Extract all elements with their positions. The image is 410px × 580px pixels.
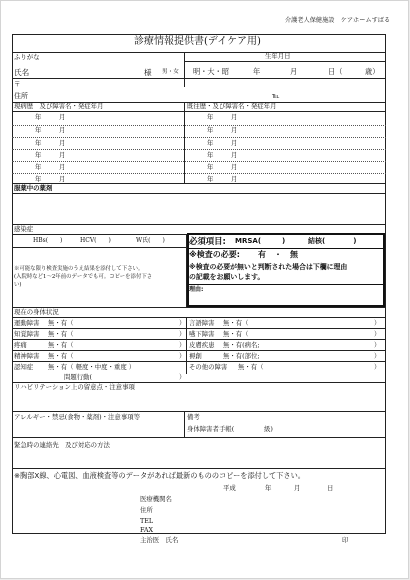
rehab-header: リハビリテーション上の留意点・注意事項 (14, 383, 135, 391)
furigana-label: ふりがな (14, 53, 40, 61)
motor-disorder-close: ） (179, 319, 186, 327)
past-history-year: 年 (207, 113, 214, 121)
reason-label: 理由: (189, 286, 204, 293)
birth-day-unit: 日（ (328, 67, 343, 76)
past-history-year: 年 (207, 151, 214, 159)
mrsa-test: MRSA( ) (235, 237, 286, 245)
pressure-ulcer-close: ） (374, 352, 381, 360)
disability-grade: 級) (264, 425, 273, 433)
current-history-year: 年 (35, 151, 42, 159)
past-history-header: 既往歴・及び障害名・発症年月 (187, 102, 277, 110)
pressure-ulcer-value: 無・有(部位; (223, 352, 260, 360)
past-history-year: 年 (207, 163, 214, 171)
speech-disorder-value: 無・有（ (223, 319, 249, 327)
pressure-ulcer-label: 褥創 (189, 352, 202, 360)
other-disorder-label: その他の障害 (189, 363, 228, 371)
past-history-month: 月 (231, 175, 238, 183)
past-history-year: 年 (207, 139, 214, 147)
form-sheet (1, 1, 408, 578)
current-history-header: 現病歴 及び障害名・発症年月 (14, 102, 104, 110)
past-history-year: 年 (207, 175, 214, 183)
exam-reason-note-line2: の記載をお願いします。 (189, 273, 265, 281)
problem-behavior-close: ） (179, 373, 186, 381)
current-history-year: 年 (35, 126, 42, 134)
exam-need-options: 有 ・ 無 (258, 250, 298, 259)
emergency-header: 緊急時の連絡先 及び対応の方法 (14, 441, 110, 449)
swallowing-disorder-label: 嚥下障害 (189, 330, 215, 338)
status-header: 現在の身体状況 (14, 308, 59, 316)
current-history-month: 月 (59, 163, 66, 171)
current-history-month: 月 (59, 126, 66, 134)
past-history-month: 月 (231, 163, 238, 171)
birthdate-label: 生年月日 (265, 52, 291, 60)
current-history-year: 年 (35, 163, 42, 171)
mental-disorder-value: 無・有（ (48, 352, 74, 360)
mental-disorder-close: ） (179, 352, 186, 360)
motor-disorder-label: 運動障害 (14, 319, 40, 327)
past-history-month: 月 (231, 113, 238, 121)
past-history-month: 月 (231, 126, 238, 134)
medications-header: 服薬中の薬剤 (14, 184, 53, 192)
pain-close: ） (179, 341, 186, 349)
hbs-test: HBs( ) (33, 237, 63, 244)
infection-note-line1: ※可能な限り検査実施のうえ結果を添付して下さい。 (14, 266, 144, 272)
skin-disease-close: ） (374, 341, 381, 349)
current-history-year: 年 (35, 175, 42, 183)
institution-label: 医療機関名 (140, 495, 172, 503)
infection-note-line2: (入院時など1～2年前のデータでも可。コピーを添付下さ (14, 274, 153, 280)
fax-label: FAX (140, 526, 154, 534)
disability-card: 身体障害者手帳( (187, 425, 235, 433)
dementia-label: 認知症 (14, 363, 34, 371)
tel-label: TEL (140, 517, 154, 525)
allergy-header: アレルギー・禁忌(食物・薬剤)・注意事項等 (14, 413, 140, 421)
tuberculosis-test: 結核( ) (308, 237, 357, 245)
sensory-disorder-close: ） (179, 330, 186, 338)
sex-options: 男・女 (162, 69, 179, 75)
current-history-month: 月 (59, 151, 66, 159)
phone-mark: ℡ (272, 92, 280, 100)
age-unit: 歳） (365, 67, 380, 76)
infection-note-line3: い) (14, 282, 22, 288)
current-history-year: 年 (35, 113, 42, 121)
attending-doctor-label: 主治医 氏名 (140, 536, 179, 544)
dementia-value: 無・有（ 軽度・中度・重度 ） (48, 363, 136, 371)
problem-behavior: 問題行動( (64, 373, 93, 381)
current-history-year: 年 (35, 139, 42, 147)
other-disorder-value: 無・有（ (238, 363, 264, 371)
institution-address-label: 住所 (140, 506, 153, 514)
speech-disorder-close: ） (374, 319, 381, 327)
postal-mark: 〒 (14, 80, 21, 88)
speech-disorder-label: 言語障害 (189, 319, 215, 327)
current-history-month: 月 (59, 113, 66, 121)
swallowing-disorder-close: ） (374, 330, 381, 338)
name-label: 氏名 (14, 68, 30, 77)
exam-reason-note-line1: ※検査の必要が無いと判断された場合は下欄に理由 (189, 263, 348, 271)
pain-value: 無・有（ (48, 341, 74, 349)
past-history-month: 月 (231, 139, 238, 147)
sensory-disorder-label: 知覚障害 (14, 330, 40, 338)
sensory-disorder-value: 無・有（ (48, 330, 74, 338)
past-history-month: 月 (231, 151, 238, 159)
other-disorder-close: ） (374, 363, 381, 371)
required-title: 必須項目: (189, 236, 226, 246)
form-title: 診療情報提供書(デイケア用) (134, 36, 261, 47)
skin-disease-value: 無・有(病名; (223, 341, 260, 349)
address-label: 住所 (14, 92, 28, 100)
mental-disorder-label: 精神障害 (14, 352, 40, 360)
skin-disease-label: 皮膚疾患 (189, 341, 215, 349)
birth-year-unit: 年 (253, 67, 261, 76)
current-history-month: 月 (59, 175, 66, 183)
seal-mark: 印 (342, 536, 349, 544)
hcv-test: HCV( ) (80, 237, 111, 244)
honorific: 様 (144, 68, 152, 77)
issue-date-month: 月 (294, 484, 301, 492)
pain-label: 疼痛 (14, 341, 27, 349)
swallowing-disorder-value: 無・有（ (223, 330, 249, 338)
exam-need-label: ※検査の必要: (189, 250, 240, 259)
issue-date-year: 年 (265, 484, 272, 492)
birth-month-unit: 月 (290, 67, 298, 76)
motor-disorder-value: 無・有（ (48, 319, 74, 327)
w-test: W氏( ) (136, 237, 165, 244)
attachment-notice: ※胸部X線、心電図、血液検査等のデータがあれば最新のもののコピーを添付して下さい。 (14, 471, 305, 480)
facility-name: 介護老人保健施設 ケアホームすばる (285, 17, 391, 24)
birth-era: 明・大・昭 (193, 67, 229, 76)
issue-date-era: 平成 (223, 484, 236, 492)
infection-header: 感染症 (14, 225, 34, 233)
remarks-header: 備考 (187, 413, 200, 421)
past-history-year: 年 (207, 126, 214, 134)
issue-date-day: 日 (327, 484, 334, 492)
current-history-month: 月 (59, 139, 66, 147)
